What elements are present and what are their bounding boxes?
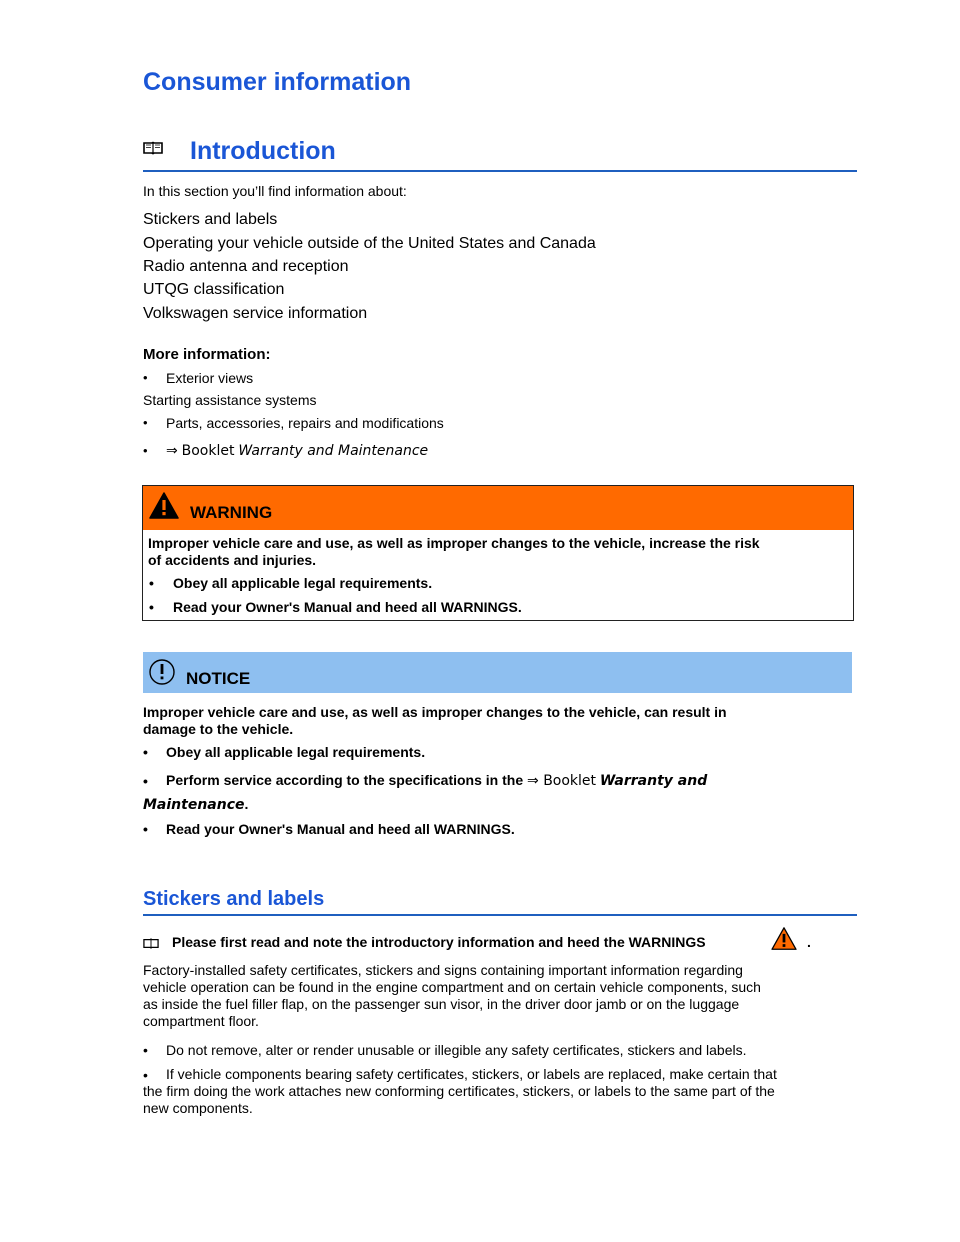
bullet-dot: • <box>143 1042 148 1058</box>
warning-label: WARNING <box>190 503 273 522</box>
book-icon <box>143 936 159 954</box>
sticker-bullet-line: new components. <box>143 1100 253 1116</box>
section-heading: Stickers and labels <box>143 888 325 910</box>
warning-triangle-icon[interactable] <box>771 927 797 956</box>
page-title: Consumer information <box>143 68 412 96</box>
first-read-text: Please first read and note the introductory information and heed the WARNINGS <box>172 934 706 950</box>
warning-text: Improper vehicle care and use, as well as improper changes to the vehicle, increase the risk <box>148 535 760 551</box>
warning-bullet: Read your Owner's Manual and heed all WARNINGS. <box>173 599 522 615</box>
bullet-dot: • <box>149 575 154 591</box>
notice-header <box>143 652 852 693</box>
topic-item: UTQG classification <box>143 281 285 298</box>
bullet-dot: • <box>143 773 148 789</box>
bullet-dot: • <box>143 415 148 430</box>
topic-item: Radio antenna and reception <box>143 258 349 275</box>
notice-text: damage to the vehicle. <box>143 721 294 737</box>
sticker-bullet: If vehicle components bearing safety certificates, stickers, or labels are replaced, make certain that <box>166 1066 777 1082</box>
bullet-dot: • <box>143 821 148 837</box>
warning-box <box>142 485 854 621</box>
more-info-item: Starting assistance systems <box>143 392 317 408</box>
notice-bullet: Obey all applicable legal requirements. <box>166 744 426 760</box>
booklet-reference[interactable]: ⇒ Booklet Warranty and Maintenance <box>166 443 429 459</box>
more-info-item: Exterior views <box>166 370 254 386</box>
sticker-bullet-line: the firm doing the work attaches new conforming certificates, stickers, or labels to the same part of the <box>143 1083 775 1099</box>
notice-bullet-continuation: Maintenance. <box>143 796 249 813</box>
more-info-item: Parts, accessories, repairs and modifications <box>166 415 444 431</box>
warning-bullet: Obey all applicable legal requirements. <box>173 575 433 591</box>
topic-item: Stickers and labels <box>143 211 278 228</box>
paragraph-line: compartment floor. <box>143 1013 259 1029</box>
first-read-note <box>143 927 857 953</box>
booklet-reference[interactable]: ⇒ Booklet <box>527 773 597 789</box>
topic-item: Operating your vehicle outside of the United States and Canada <box>143 235 596 252</box>
first-read-end: . <box>807 934 811 950</box>
warning-text: of accidents and injuries. <box>148 552 317 568</box>
section-heading-block <box>143 887 857 916</box>
intro-heading-block <box>143 134 857 172</box>
intro-heading: Introduction <box>190 137 336 165</box>
more-info-heading: More information: <box>143 346 271 363</box>
book-icon <box>143 141 163 160</box>
bullet-dot: • <box>149 599 154 615</box>
paragraph-line: Factory-installed safety certificates, stickers and signs containing important information regarding <box>143 962 743 978</box>
notice-exclamation-icon <box>148 658 176 691</box>
notice-text: Improper vehicle care and use, as well as improper changes to the vehicle, can result in <box>143 704 727 720</box>
bullet-dot: • <box>143 370 148 385</box>
bullet-dot: • <box>143 443 148 458</box>
bullet-dot: • <box>143 744 148 760</box>
notice-bullet: Read your Owner's Manual and heed all WARNINGS. <box>166 821 515 837</box>
warning-header <box>143 486 853 530</box>
warning-triangle-icon <box>149 492 179 525</box>
bullet-dot: • <box>143 1067 148 1083</box>
sticker-bullet: Do not remove, alter or render unusable or illegible any safety certificates, stickers and labels. <box>166 1042 747 1058</box>
notice-label: NOTICE <box>186 669 251 688</box>
intro-lead: In this section you’ll find information about: <box>143 183 407 199</box>
notice-bullet: Perform service according to the specifications in the ⇒ Booklet Warranty and <box>166 772 708 789</box>
paragraph-line: as inside the fuel filler flap, on the passenger sun visor, in the driver door jamb or on the luggage <box>143 996 740 1012</box>
paragraph-line: vehicle operation can be found in the engine compartment and on certain vehicle components, such <box>143 979 761 995</box>
topic-item: Volkswagen service information <box>143 305 368 322</box>
